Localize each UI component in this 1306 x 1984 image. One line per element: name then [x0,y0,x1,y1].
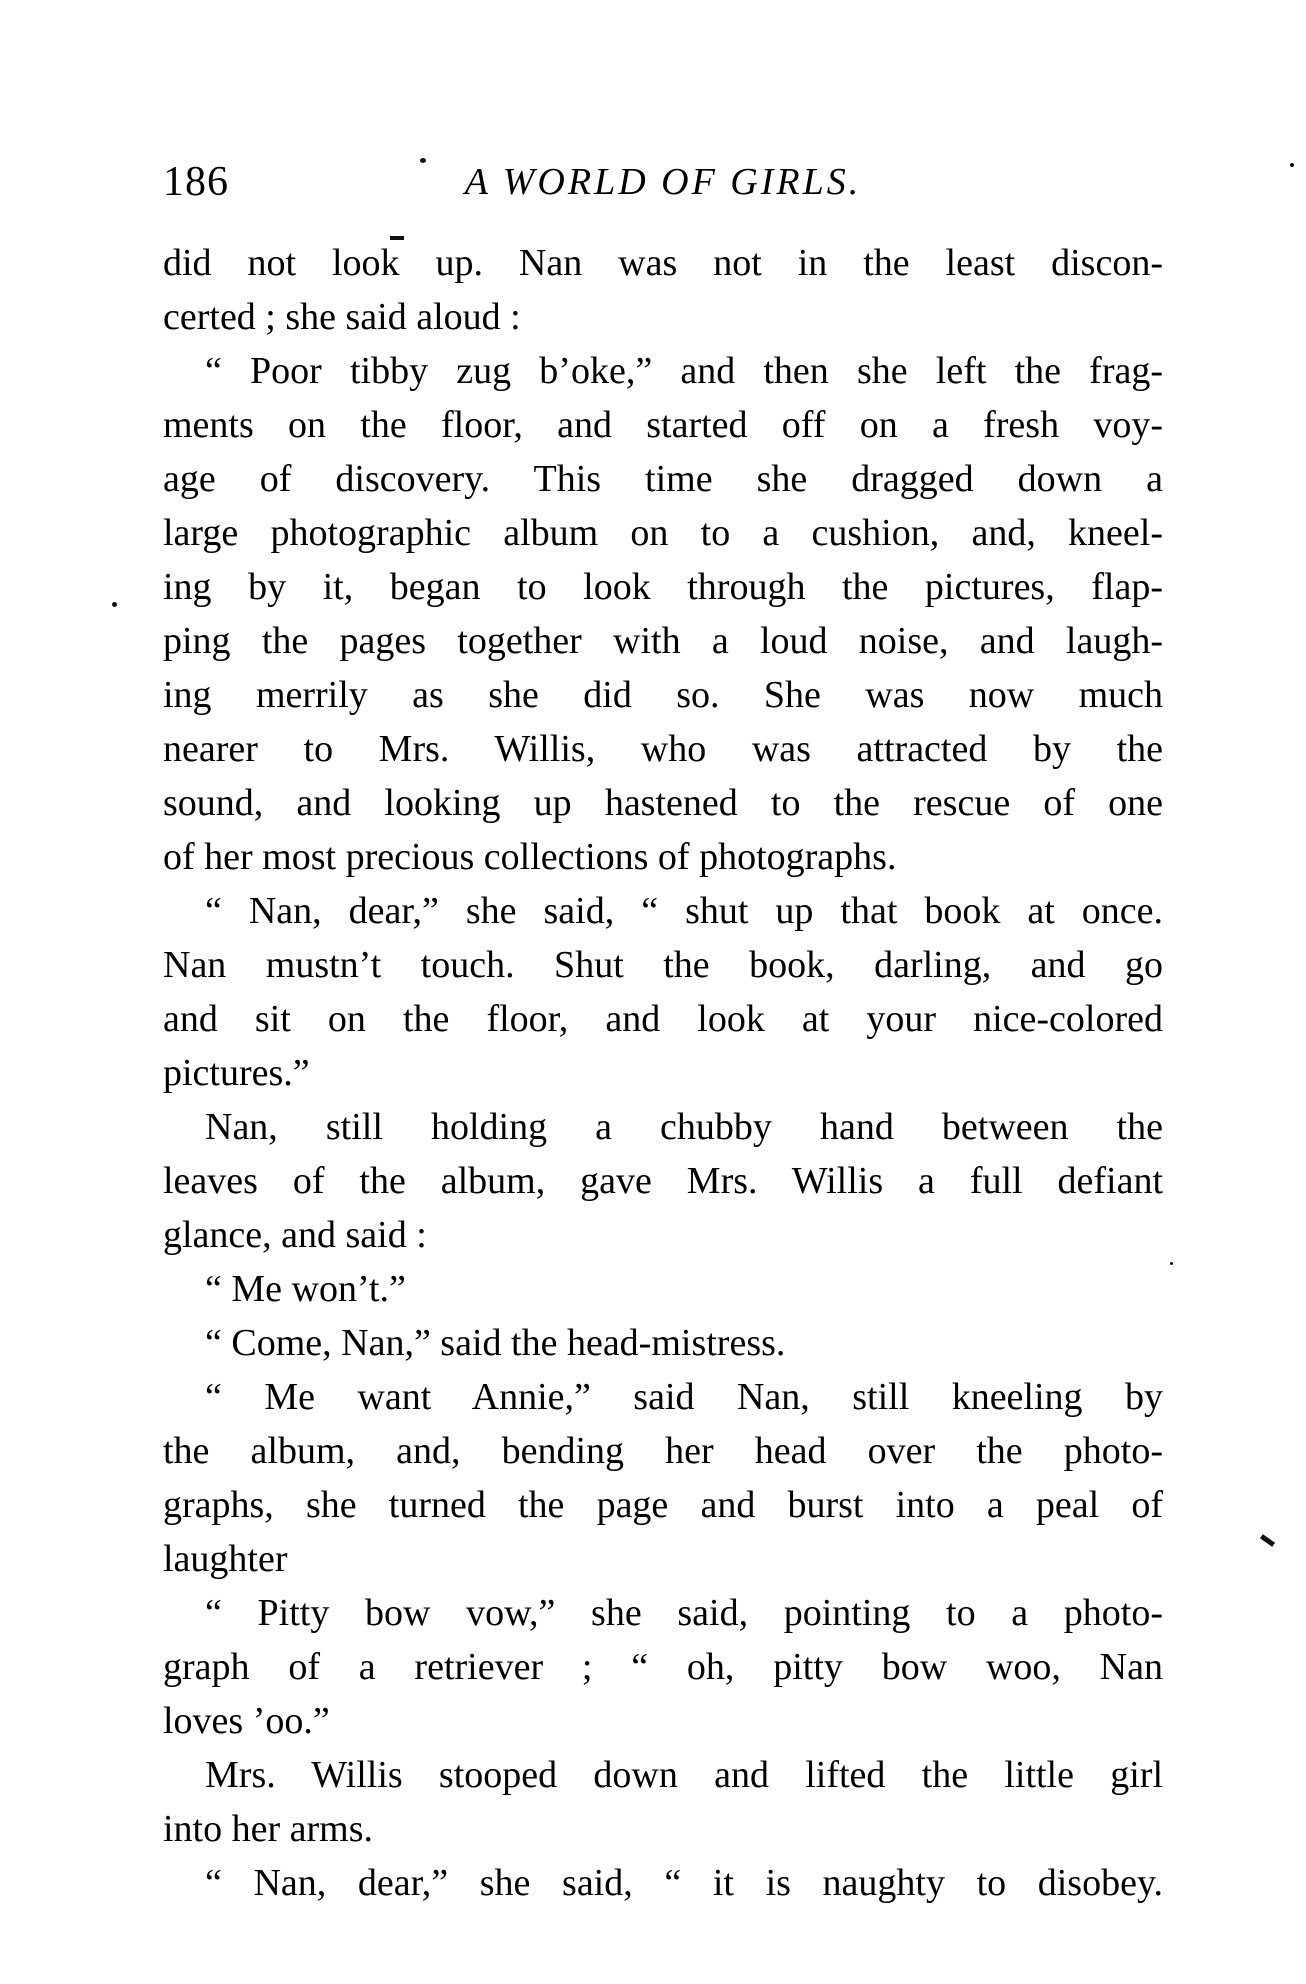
text-line: nearer to Mrs. Willis, who was attracted by the [163,728,1163,770]
text-line: “ Pitty bow vow,” she said, pointing to a photo- [205,1592,1163,1634]
text-line: of her most precious collections of photographs. [163,836,897,878]
scan-artifact [1260,1534,1275,1547]
text-line: ping the pages together with a loud noise, and laugh- [163,620,1163,662]
text-line: ing by it, began to look through the pictures, flap- [163,566,1163,608]
text-line: sound, and looking up hastened to the rescue of one [163,782,1163,824]
text-line: glance, and said : [163,1214,427,1256]
scan-artifact [1170,1262,1173,1265]
page-number: 186 [163,159,229,205]
text-line: large photographic album on to a cushion, and, kneel- [163,512,1163,554]
text-line: leaves of the album, gave Mrs. Willis a full defiant [163,1160,1163,1202]
page-body [163,236,1163,1910]
text-line: did not look up. Nan was not in the least discon- [163,242,1163,284]
text-line: ing merrily as she did so. She was now much [163,674,1163,716]
text-line: “ Me want Annie,” said Nan, still kneeling by [205,1376,1163,1418]
text-line: “ Poor tibby zug b’oke,” and then she left the frag- [205,350,1163,392]
page-header [163,158,1163,206]
running-title: A WORLD OF GIRLS. [464,161,862,203]
text-line: ments on the floor, and started off on a fresh voy- [163,404,1163,446]
text-line: into her arms. [163,1808,374,1850]
scan-artifact [420,158,426,163]
text-line: graph of a retriever ; “ oh, pitty bow woo, Nan [163,1646,1163,1688]
text-line: loves ’oo.” [163,1700,330,1742]
text-line: graphs, she turned the page and burst into a peal of [163,1484,1163,1526]
scan-artifact [1290,163,1294,167]
text-line: Nan mustn’t touch. Shut the book, darling, and go [163,944,1163,986]
scan-artifact [112,602,117,607]
text-line: “ Nan, dear,” she said, “ shut up that book at once. [205,890,1163,932]
text-line: pictures.” [163,1052,310,1094]
text-line: age of discovery. This time she dragged down a [163,458,1163,500]
text-line: “ Come, Nan,” said the head-mistress. [205,1322,786,1364]
text-line: laughter [163,1538,288,1580]
text-line: the album, and, bending her head over the photo- [163,1430,1163,1472]
text-line: Nan, still holding a chubby hand between the [205,1106,1163,1148]
text-line: “ Nan, dear,” she said, “ it is naughty to disobey. [205,1862,1163,1904]
text-line: certed ; she said aloud : [163,296,521,338]
scan-artifact [390,236,404,240]
text-line: and sit on the floor, and look at your nice-colored [163,998,1163,1040]
text-line: “ Me won’t.” [205,1268,406,1310]
text-line: Mrs. Willis stooped down and lifted the little girl [205,1754,1163,1796]
